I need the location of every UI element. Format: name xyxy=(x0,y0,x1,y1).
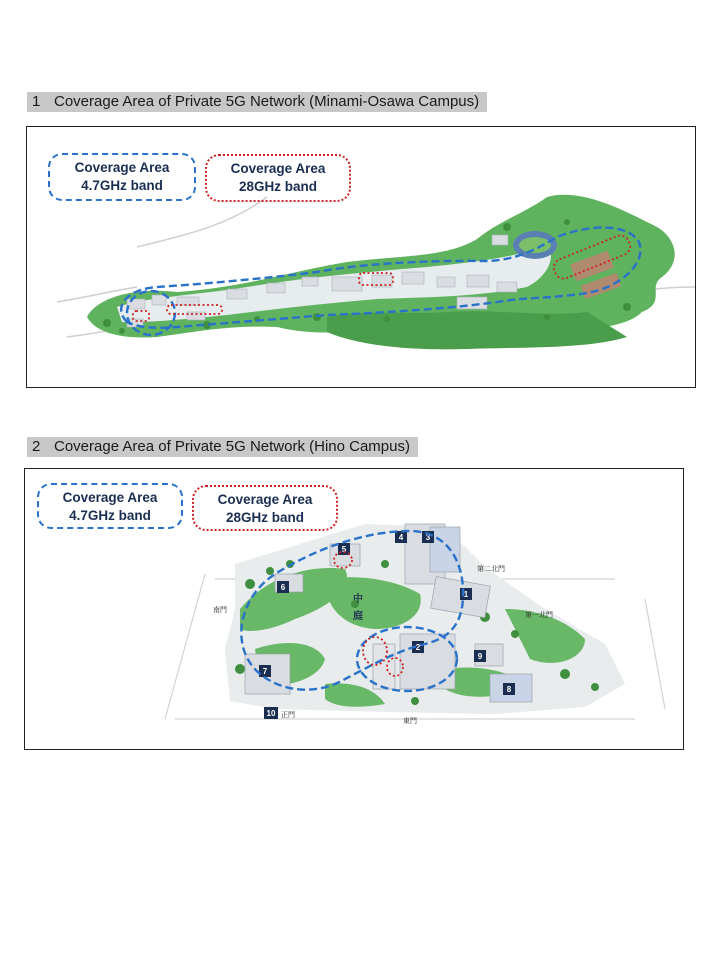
building-number-2: 2 xyxy=(415,643,421,652)
courtyard-label-1: 中 xyxy=(353,594,363,605)
hino-map xyxy=(24,468,684,750)
building-number-4: 4 xyxy=(398,533,404,542)
section-2-number: 2 xyxy=(32,438,41,455)
building-number-5: 5 xyxy=(341,545,347,554)
section-1-title xyxy=(27,92,487,112)
north-gate-2-label: 第二北門 xyxy=(477,565,505,573)
main-gate-label: 正門 xyxy=(281,711,295,719)
east-gate-label: 東門 xyxy=(403,717,417,725)
minami-osawa-map xyxy=(26,126,696,388)
section-1-title-text: Coverage Area of Private 5G Network (Minami-Osawa Campus) xyxy=(54,93,480,110)
legend-28ghz: Coverage Area 28GHz band xyxy=(205,154,351,202)
section-1-number: 1 xyxy=(32,93,41,110)
building-number-10: 10 xyxy=(266,709,276,718)
building-number-3: 3 xyxy=(425,533,431,542)
building-number-8: 8 xyxy=(506,685,512,694)
legend-4-7ghz: Coverage Area 4.7GHz band xyxy=(48,153,196,201)
building-number-9: 9 xyxy=(477,652,483,661)
legend-28ghz: Coverage Area 28GHz band xyxy=(192,485,338,531)
section-2-title xyxy=(27,437,418,457)
south-gate-label: 南門 xyxy=(213,606,227,614)
legend-4-7ghz: Coverage Area 4.7GHz band xyxy=(37,483,183,529)
section-2-title-text: Coverage Area of Private 5G Network (Hino Campus) xyxy=(54,438,410,455)
north-gate-1-label: 第一北門 xyxy=(525,611,553,619)
building-number-6: 6 xyxy=(280,583,286,592)
building-number-1: 1 xyxy=(463,590,469,599)
courtyard-label-2: 庭 xyxy=(353,611,363,622)
building-number-7: 7 xyxy=(262,667,268,676)
building-2 xyxy=(400,634,455,689)
